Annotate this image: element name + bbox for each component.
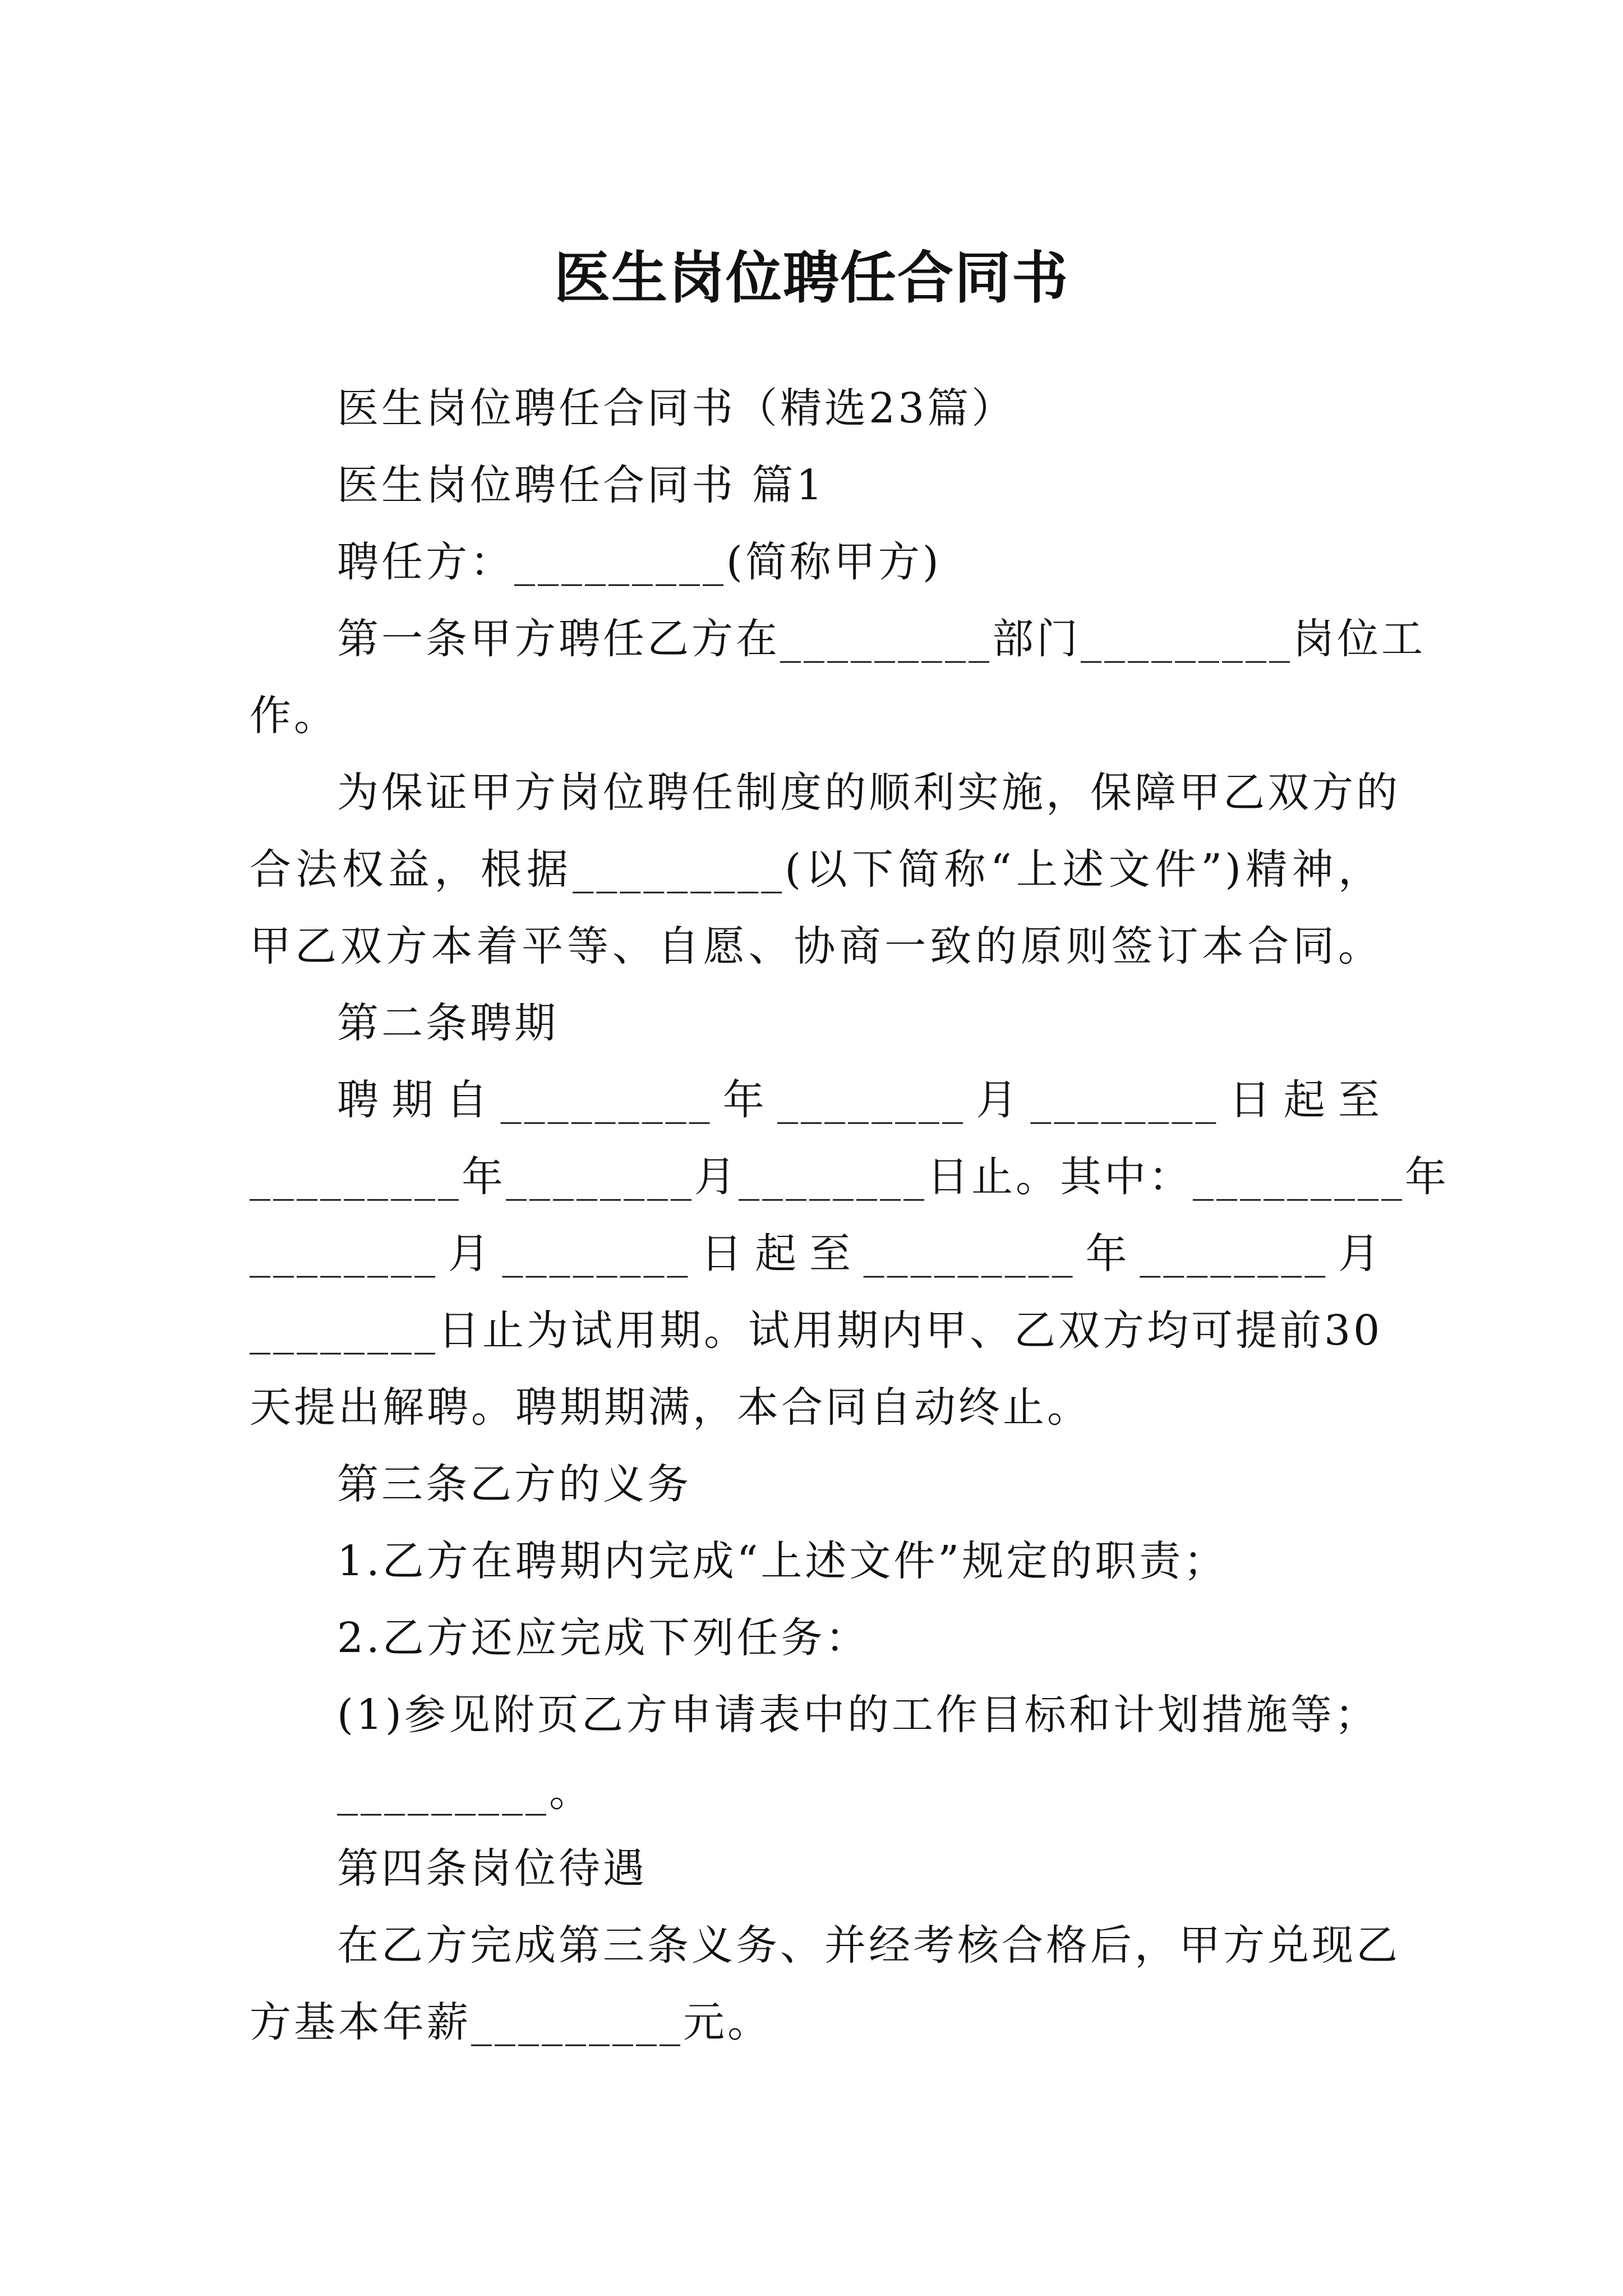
paragraph-line: 方基本年薪_________元。 [250, 1998, 772, 2046]
paragraph-line: ________月________日起至_________年________月 [250, 1230, 1382, 1278]
paragraph-line: 天提出解聘。聘期期满，本合同自动终止。 [250, 1383, 1091, 1432]
paragraph-heading: 医生岗位聘任合同书 篇1 [337, 461, 826, 509]
paragraph-line: (1)参见附页乙方申请表中的工作目标和计划措施等； [337, 1691, 1379, 1739]
paragraph-line: ________日止为试用期。试用期内甲、乙双方均可提前30 [250, 1306, 1383, 1355]
paragraph-line: 聘期自_________年________月________日起至 [337, 1076, 1382, 1124]
paragraph-line: 甲乙双方本着平等、自愿、协商一致的原则签订本合同。 [250, 922, 1382, 970]
paragraph-line: 1.乙方在聘期内完成“上述文件”规定的职责； [337, 1537, 1228, 1585]
paragraph-line: 第一条甲方聘任乙方在_________部门_________岗位工 [337, 615, 1426, 663]
paragraph-line: _________。 [337, 1768, 593, 1816]
paragraph-heading: 第三条乙方的义务 [337, 1460, 691, 1508]
paragraph-line: 聘任方：_________(简称甲方) [337, 538, 942, 586]
document-body [250, 370, 1449, 2061]
paragraph-line: 为保证甲方岗位聘任制度的顺利实施，保障甲乙双方的 [337, 769, 1400, 817]
paragraph-line: 作。 [250, 692, 338, 740]
paragraph-heading: 第二条聘期 [337, 999, 559, 1047]
paragraph-heading: 第四条岗位待遇 [337, 1844, 647, 1893]
paragraph-line: 在乙方完成第三条义务、并经考核合格后，甲方兑现乙 [337, 1921, 1400, 1970]
paragraph-line: _________年________月________日止。其中：_________年 [250, 1153, 1449, 1201]
paragraph-line: 2.乙方还应完成下列任务： [337, 1614, 870, 1662]
document-title: 医生岗位聘任合同书 [554, 245, 1069, 311]
paragraph-subtitle: 医生岗位聘任合同书（精选23篇） [337, 384, 1016, 432]
paragraph-line: 合法权益，根据_________(以下简称“上述文件”)精神， [250, 845, 1382, 894]
